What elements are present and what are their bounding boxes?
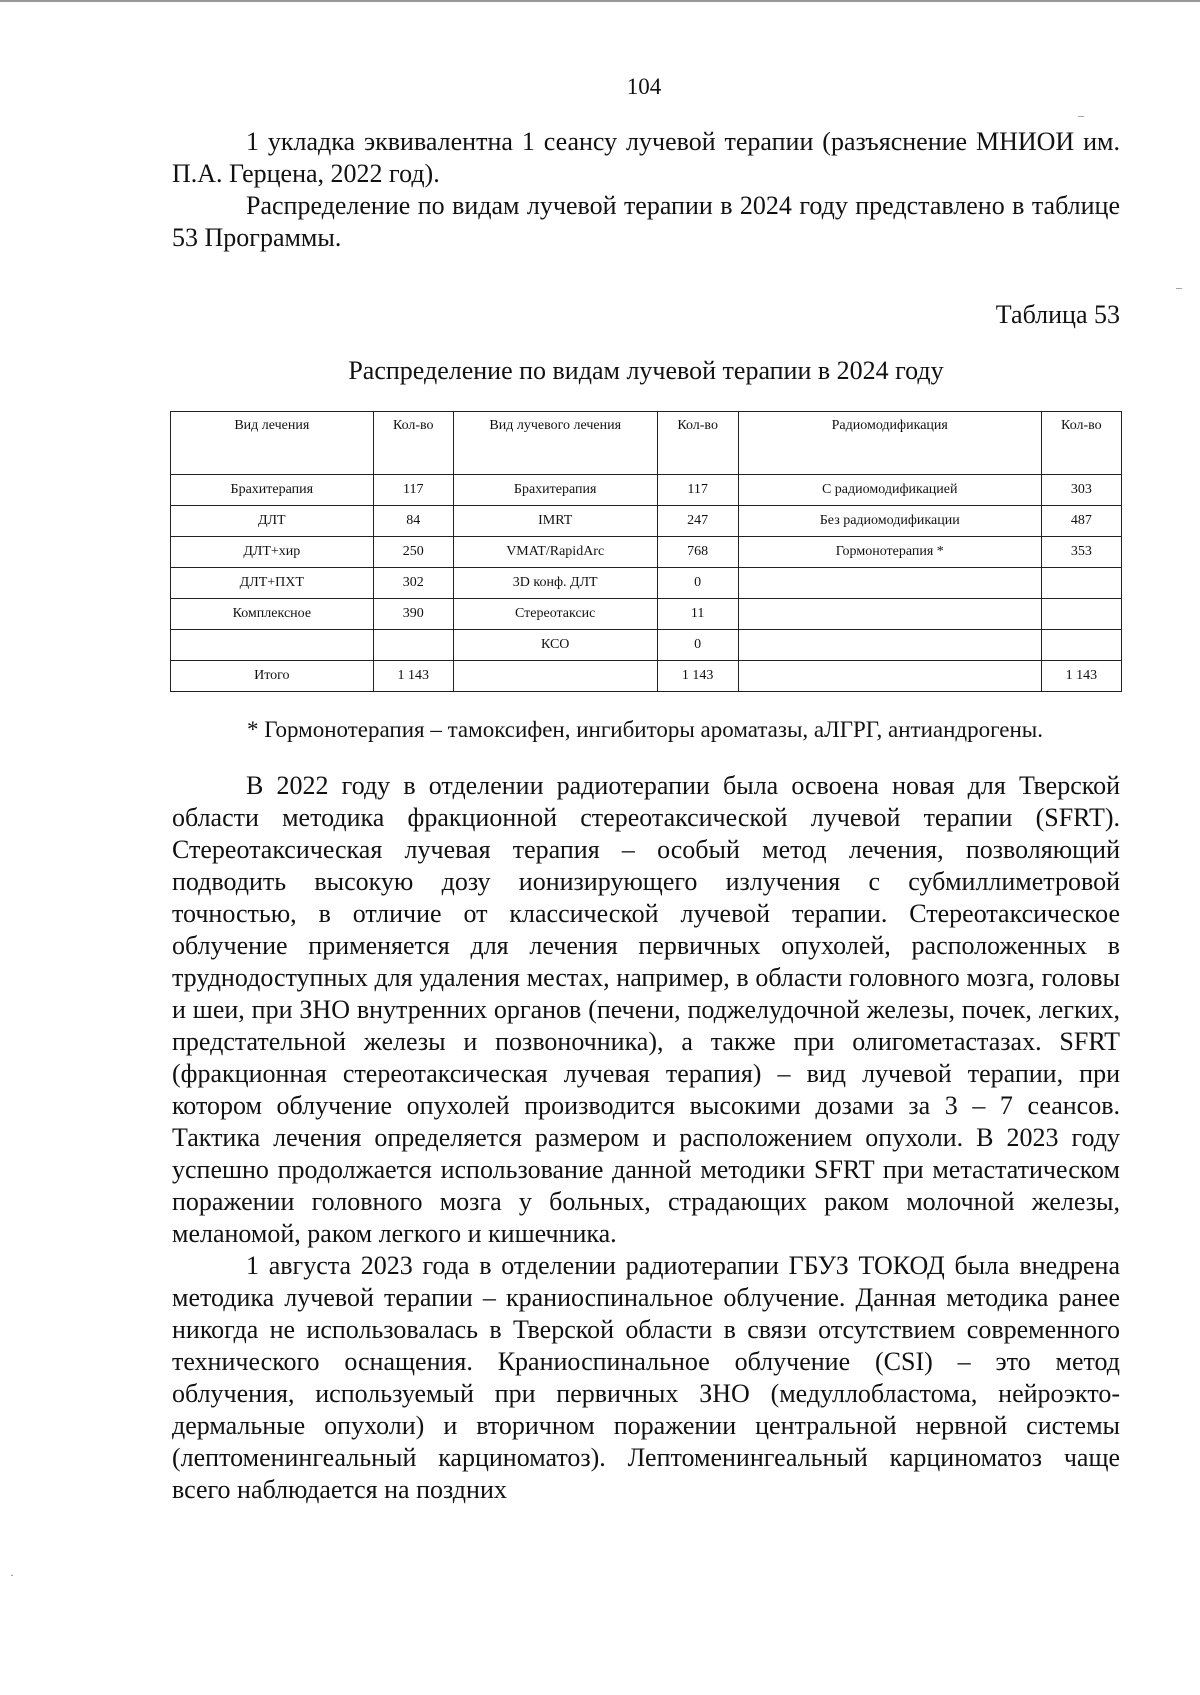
table-cell: VMAT/RapidArc <box>453 537 657 568</box>
table-cell: 302 <box>373 568 453 599</box>
table-header-cell: Радиомодификация <box>738 412 1041 475</box>
table-row <box>171 568 1122 599</box>
table-row <box>171 475 1122 506</box>
table-label: Таблица 53 <box>995 300 1120 329</box>
table-cell <box>1041 599 1121 630</box>
table-cell: Брахитерапия <box>453 475 657 506</box>
table-cell: 84 <box>373 506 453 537</box>
table-cell: ДЛТ+хир <box>171 537 374 568</box>
radiotherapy-table <box>170 411 1122 692</box>
table-cell: 353 <box>1041 537 1121 568</box>
scan-speck: · <box>10 1568 14 1582</box>
table-row <box>171 506 1122 537</box>
table-cell: Комплексное <box>171 599 374 630</box>
table-cell <box>1041 630 1121 661</box>
table-cell: ДЛТ+ПХТ <box>171 568 374 599</box>
table-cell: 0 <box>657 568 738 599</box>
table-cell <box>738 568 1041 599</box>
table-header-cell: Вид лучевого лечения <box>453 412 657 475</box>
table-title: Распределение по видам лучевой терапии в 2024 году <box>348 356 944 385</box>
table-cell: 117 <box>657 475 738 506</box>
table-cell: Гормонотерапия * <box>738 537 1041 568</box>
document-page <box>172 126 1120 1506</box>
table-cell: 1 143 <box>373 661 453 692</box>
table-row <box>171 630 1122 661</box>
table-cell: 1 143 <box>1041 661 1121 692</box>
table-row <box>171 537 1122 568</box>
table-cell <box>738 630 1041 661</box>
table-cell: IMRT <box>453 506 657 537</box>
table-cell: КСО <box>453 630 657 661</box>
table-header-row <box>171 412 1122 475</box>
table-cell: 0 <box>657 630 738 661</box>
table-cell <box>1041 568 1121 599</box>
table-cell: 303 <box>1041 475 1121 506</box>
table-cell: 390 <box>373 599 453 630</box>
page-number: 104 <box>626 74 662 99</box>
intro-paragraph: 1 укладка эквивалентна 1 сеансу лучевой терапии (разъяснение МНИОИ им. П.А. Герцена, 2022 год). <box>172 127 1120 188</box>
table-cell: 768 <box>657 537 738 568</box>
table-cell <box>373 630 453 661</box>
table-row <box>171 599 1122 630</box>
intro-paragraph: Распределение по видам лучевой терапии в 2024 году представлено в таблице 53 Программы. <box>172 191 1120 252</box>
table-total-row <box>171 661 1122 692</box>
table-cell: Брахитерапия <box>171 475 374 506</box>
table-cell: ДЛТ <box>171 506 374 537</box>
scan-top-edge <box>0 0 1200 2</box>
table-cell: 250 <box>373 537 453 568</box>
table-cell: 247 <box>657 506 738 537</box>
table-cell <box>738 661 1041 692</box>
table-cell: Без радиомодификации <box>738 506 1041 537</box>
table-cell: Стереотаксис <box>453 599 657 630</box>
table-cell: 487 <box>1041 506 1121 537</box>
table-header-cell: Кол-во <box>657 412 738 475</box>
table-footnote: * Гормонотерапия – тамоксифен, ингибиторы ароматазы, аЛГРГ, антиандрогены. <box>247 717 1043 742</box>
table-cell <box>453 661 657 692</box>
scan-speck: – <box>1078 108 1084 122</box>
table-cell: 1 143 <box>657 661 738 692</box>
table-header-cell: Кол-во <box>373 412 453 475</box>
table-cell: 117 <box>373 475 453 506</box>
table-cell <box>171 630 374 661</box>
table-cell: С радиомодификацией <box>738 475 1041 506</box>
scan-speck: – <box>1176 280 1182 294</box>
table-cell: 3D конф. ДЛТ <box>453 568 657 599</box>
table-cell: Итого <box>171 661 374 692</box>
table-cell: 11 <box>657 599 738 630</box>
body-paragraph: В 2022 году в отделении радиотерапии была освоена новая для Тверской области методика фракционной стереотаксической лучевой терапии (SFRT). Стереотаксическая лучевая терапия – особый метод лечения, позволяющий подводить высокую дозу ионизирующего излучения с субмиллиметровой точностью, в отличие от классической лучевой терапии. Стереотаксическое облучение применяется для лечения первичных опухолей, расположенных в труднодоступных для удаления местах, например, в области головного мозга, головы и шеи, при ЗНО внутренних органов (печени, поджелудочной железы, почек, легких, предстательной железы и позвоночника), а также при олигометастазах. SFRT (фракционная стереотаксическая лучевая терапия) – вид лучевой терапии, при котором облучение опухолей производится высокими дозами за 3 – 7 сеансов. Тактика лечения определяется размером и расположением опухоли. В 2023 году успешно продолжается использование данной методики SFRT при метастатическом поражении головного мозга у больных, страдающих раком молочной железы, меланомой, раком легкого и кишечника. <box>172 771 1120 1248</box>
body-paragraph: 1 августа 2023 года в отделении радиотерапии ГБУЗ ТОКОД была внедрена методика лучевой терапии – краниоспинальное облучение. Данная методика ранее никогда не использовалась в Тверской области в связи отсутствием современного технического оснащения. Краниоспинальное облучение (CSI) – это метод облучения, используемый при первичных ЗНО (медуллобластома, нейроэкто-дермальные опухоли) и вторичном поражении центральной нервной системы (лептоменингеальный карциноматоз). Лептоменингеальный карциноматоз чаще всего наблюдается на поздних <box>172 1251 1120 1504</box>
table-header-cell: Вид лечения <box>171 412 374 475</box>
table-header-cell: Кол-во <box>1041 412 1121 475</box>
table-cell <box>738 599 1041 630</box>
